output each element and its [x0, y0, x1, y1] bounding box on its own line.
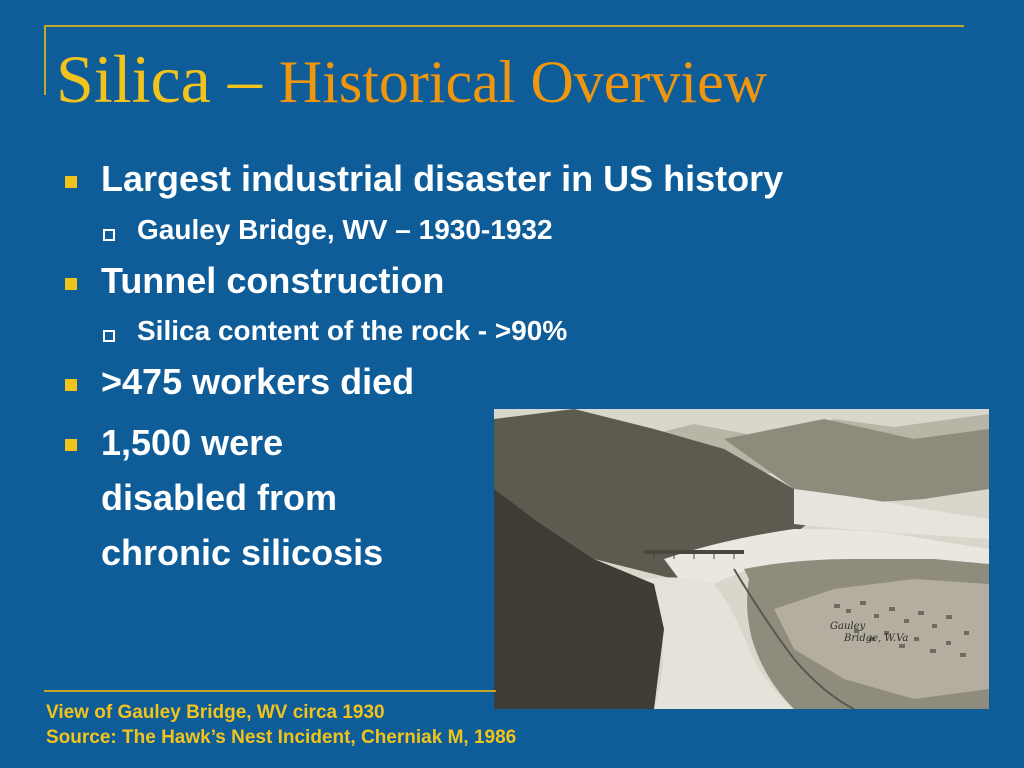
caption-description: View of Gauley Bridge, WV circa 1930	[46, 702, 385, 723]
svg-text:Gauley: Gauley	[830, 621, 866, 632]
sub-bullet-silica-content	[137, 313, 567, 349]
sub-bullet-text: Silica content of the rock - >90%	[137, 315, 568, 346]
caption-rule	[44, 690, 496, 692]
bullet-text: >475 workers died	[101, 361, 415, 402]
photo-caption	[46, 700, 516, 750]
valley-photo-illustration	[494, 409, 989, 709]
bullet-line: disabled from	[101, 477, 338, 518]
hollow-square-bullet-icon	[103, 229, 115, 241]
bullet-text: Tunnel construction	[101, 260, 445, 301]
slide-title	[56, 41, 768, 117]
square-bullet-icon	[65, 379, 77, 391]
bullet-workers-died	[101, 359, 414, 405]
bullet-line: 1,500 were	[101, 422, 284, 463]
bullet-line: chronic silicosis	[101, 532, 384, 573]
title-part-silica: Silica –	[56, 41, 262, 117]
square-bullet-icon	[65, 176, 77, 188]
bullet-text: Largest industrial disaster in US history	[101, 158, 784, 199]
top-rule	[44, 25, 964, 27]
square-bullet-icon	[65, 278, 77, 290]
left-rule	[44, 25, 46, 95]
square-bullet-icon	[65, 439, 77, 451]
bullet-tunnel-construction	[101, 258, 444, 304]
bullet-disabled-silicosis	[101, 415, 383, 580]
hollow-square-bullet-icon	[103, 330, 115, 342]
sub-bullet-gauley-bridge	[137, 212, 553, 248]
title-part-overview: Historical Overview	[278, 49, 768, 115]
sub-bullet-text: Gauley Bridge, WV – 1930-1932	[137, 214, 553, 245]
svg-text:Bridge, W.Va: Bridge, W.Va	[844, 633, 909, 644]
caption-source: Source: The Hawk’s Nest Incident, Cherniak M, 1986	[46, 727, 517, 748]
bullet-largest-disaster	[101, 156, 783, 202]
gauley-bridge-photo	[494, 409, 989, 709]
